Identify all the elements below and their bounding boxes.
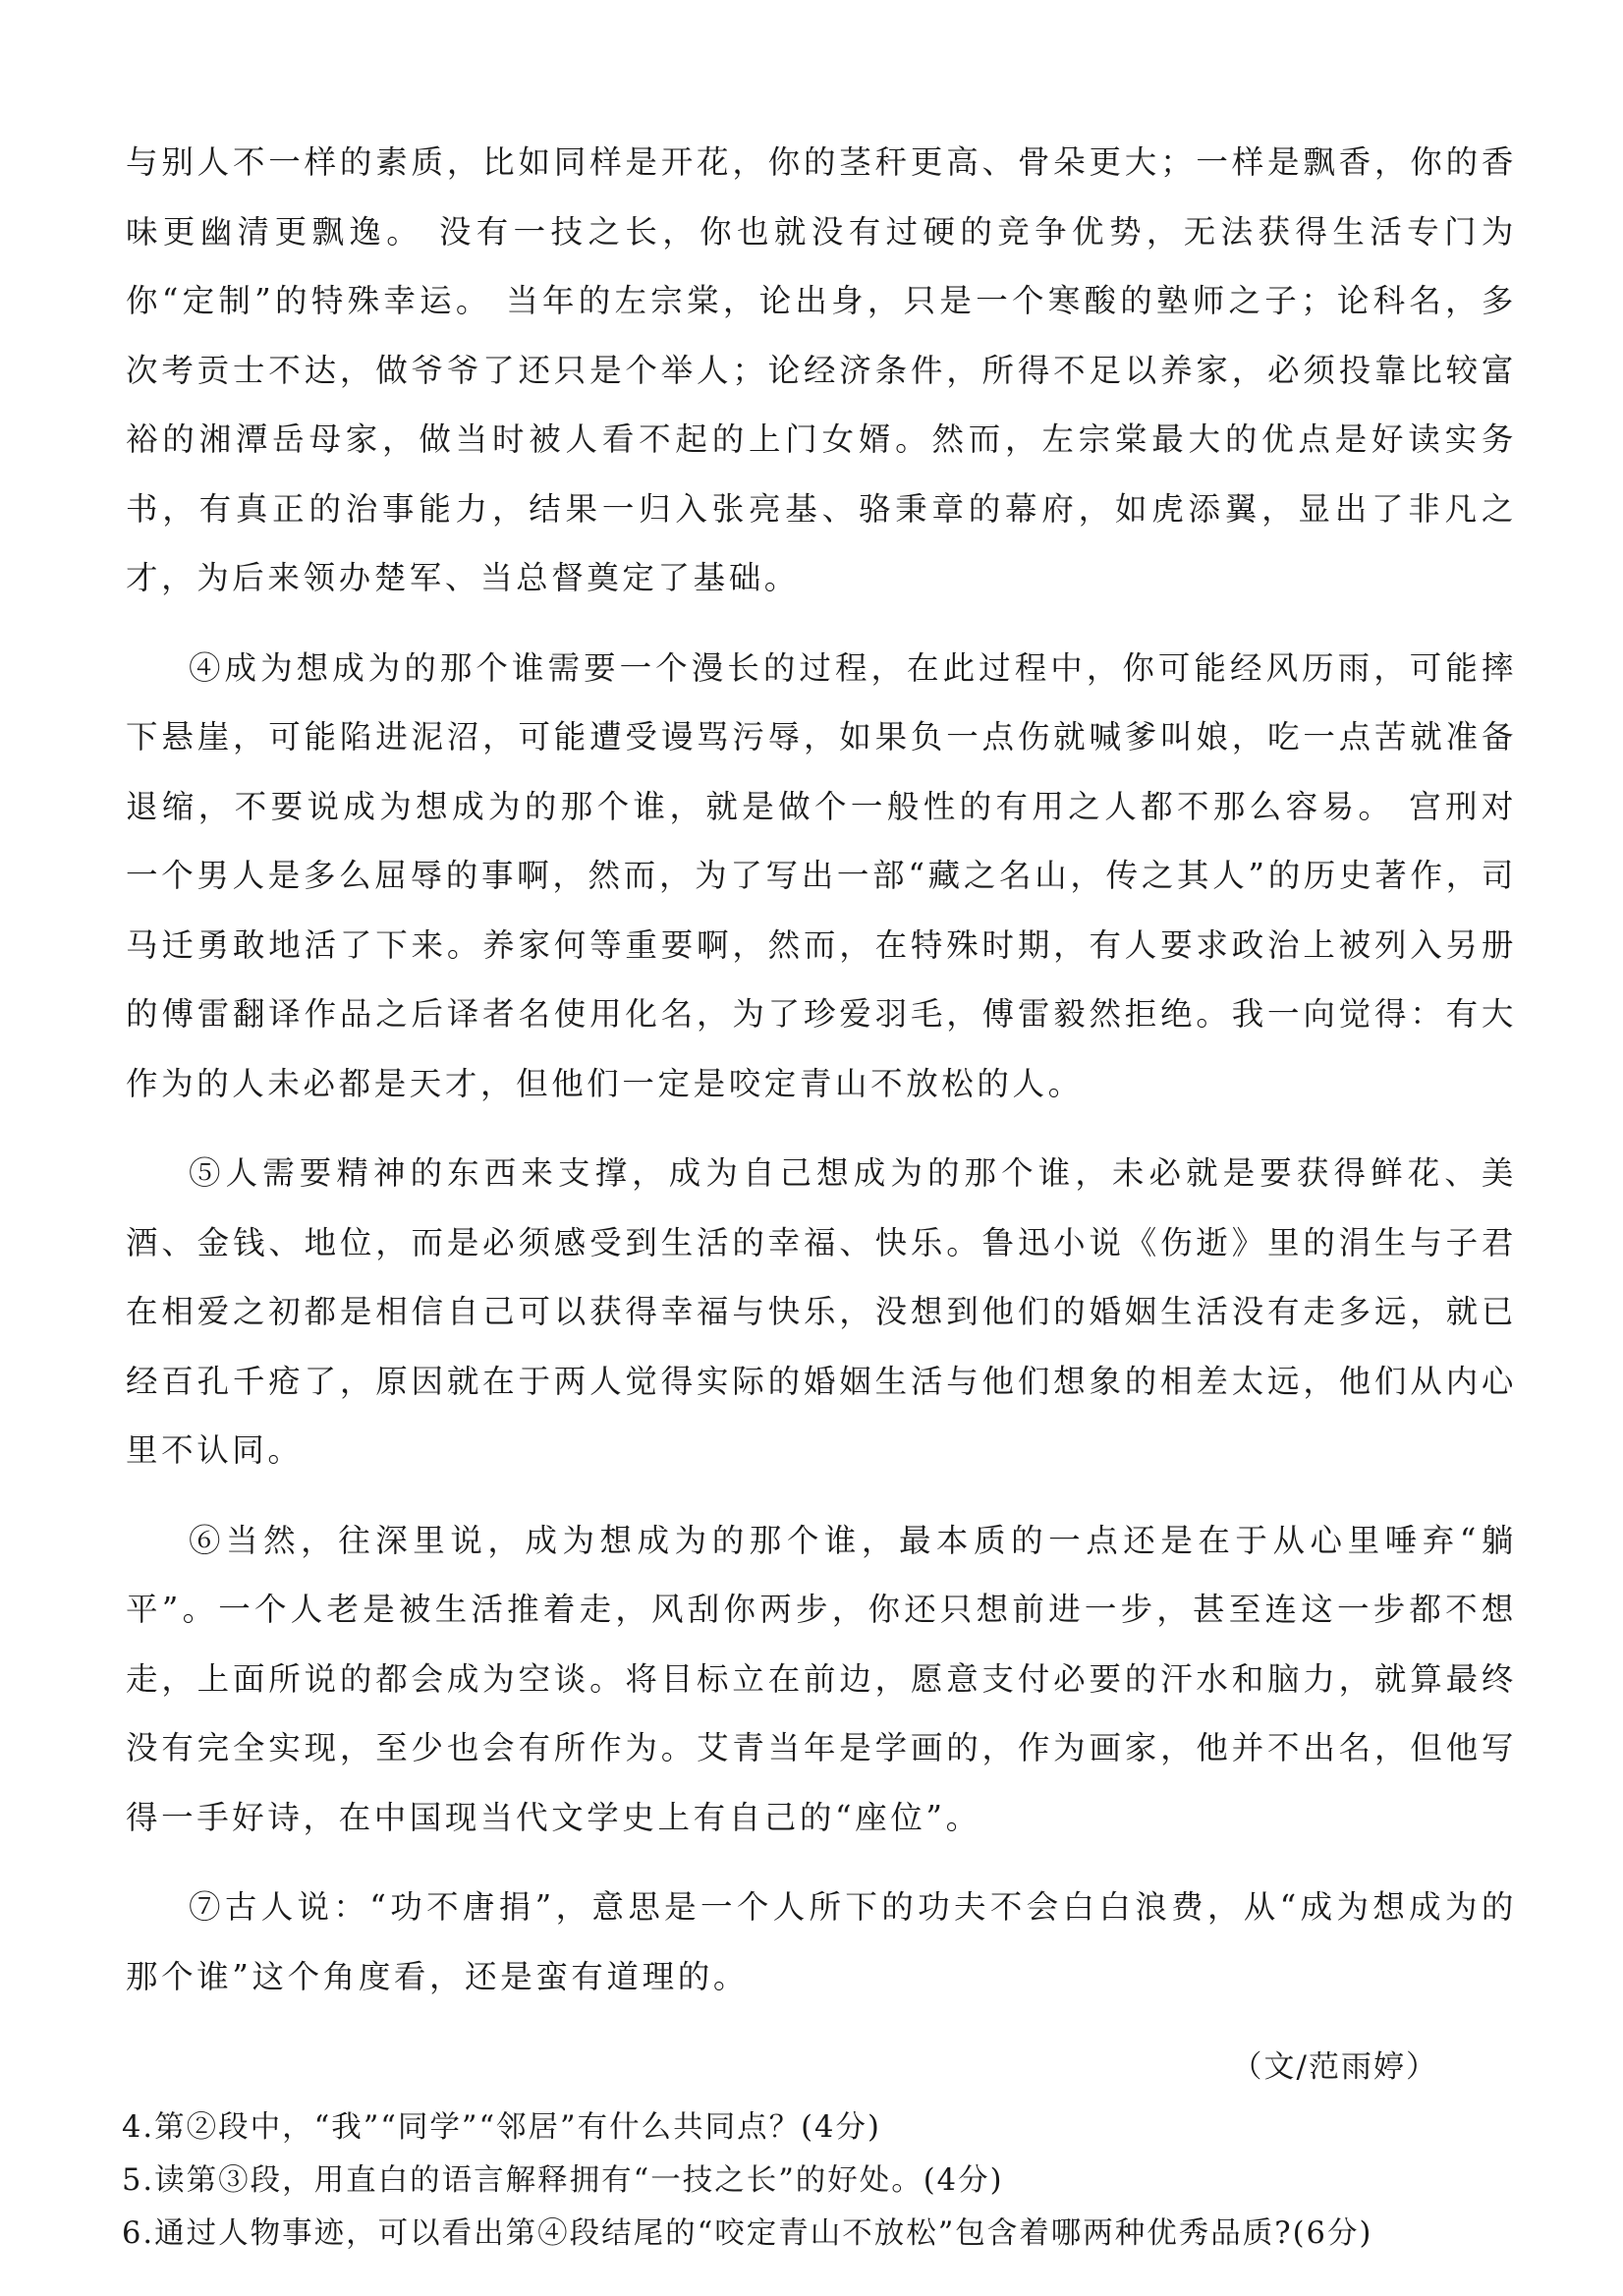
- paragraph-6: ⑥当然，往深里说，成为想成为的那个谁，最本质的一点还是在于从心里唾弃“躺平”。一个人老是被生活推着走，风刮你两步，你还只想前进一步，甚至连这一步都不想走，上面所说的都会成为空谈。将目标立在前边，愿意支付必要的汗水和脑力，就算最终没有完全实现，至少也会有所作为。艾青当年是学画的，作为画家，他并不出名，但他写得一手好诗，在中国现当代文学史上有自己的“座位”。: [126, 1521, 1517, 1836]
- paragraph-gap: [126, 1485, 1517, 1506]
- paragraph-3-continued: 与别人不一样的素质，比如同样是开花，你的茎秆更高、骨朵更大；一样是飘香，你的香味更幽清更飘逸。 没有一技之长，你也就没有过硬的竞争优势，无法获得生活专门为你“定制”的特殊幸运。 当年的左宗棠，论出身，只是一个寒酸的塾师之子；论科名，多次考贡士不达，做爷爷了还只是个举人；论经济条件，所得不足以养家，必须投靠比较富裕的湘潭岳母家，做当时被人看不起的上门女婿。然而，左宗棠最大的优点是好读实务书，有真正的治事能力，结果一归入张亮基、骆秉章的幕府，如虎添翼，显出了非凡之才，为后来领办楚军、当总督奠定了基础。: [126, 143, 1517, 596]
- question-5: 5.读第③段，用直白的语言解释拥有“一技之长”的好处。(4分): [122, 2163, 1004, 2198]
- paragraph-gap: [126, 613, 1517, 634]
- question-6: 6.通过人物事迹，可以看出第④段结尾的“咬定青山不放松”包含着哪两种优秀品质?(6分): [122, 2216, 1373, 2251]
- question-4: 4.第②段中，“我”“同学”“邻居”有什么共同点？(4分): [122, 2110, 881, 2145]
- paragraph-gap: [126, 1118, 1517, 1139]
- paragraph-5: ⑤人需要精神的东西来支撑，成为自己想成为的那个谁，未必就是要获得鲜花、美酒、金钱、地位，而是必须感受到生活的幸福、快乐。鲁迅小说《伤逝》里的涓生与子君在相爱之初都是相信自己可以获得幸福与快乐，没想到他们的婚姻生活没有走多远，就已经百孔千疮了，原因就在于两人觉得实际的婚姻生活与他们想象的相差太远，他们从内心里不认同。: [126, 1154, 1517, 1469]
- paragraph-7: ⑦古人说：“功不唐捐”，意思是一个人所下的功夫不会白白浪费，从“成为想成为的那个谁”这个角度看，还是蛮有道理的。: [126, 1888, 1517, 1995]
- paragraph-4: ④成为想成为的那个谁需要一个漫长的过程，在此过程中，你可能经风历雨，可能摔下悬崖，可能陷进泥沼，可能遭受谩骂污辱，如果负一点伤就喊爹叫娘，吃一点苦就准备退缩，不要说成为想成为的那个谁，就是做个一般性的有用之人都不那么容易。 宫刑对一个男人是多么屈辱的事啊，然而，为了写出一部“藏之名山，传之其人”的历史著作，司马迁勇敢地活了下来。养家何等重要啊，然而，在特殊时期，有人要求政治上被列入另册的傅雷翻译作品之后译者名使用化名，为了珍爱羽毛，傅雷毅然拒绝。我一向觉得：有大作为的人未必都是天才，但他们一定是咬定青山不放松的人。: [126, 648, 1517, 1102]
- author-credit: （文/范雨婷）: [1231, 2049, 1438, 2085]
- paragraph-gap: [126, 1852, 1517, 1873]
